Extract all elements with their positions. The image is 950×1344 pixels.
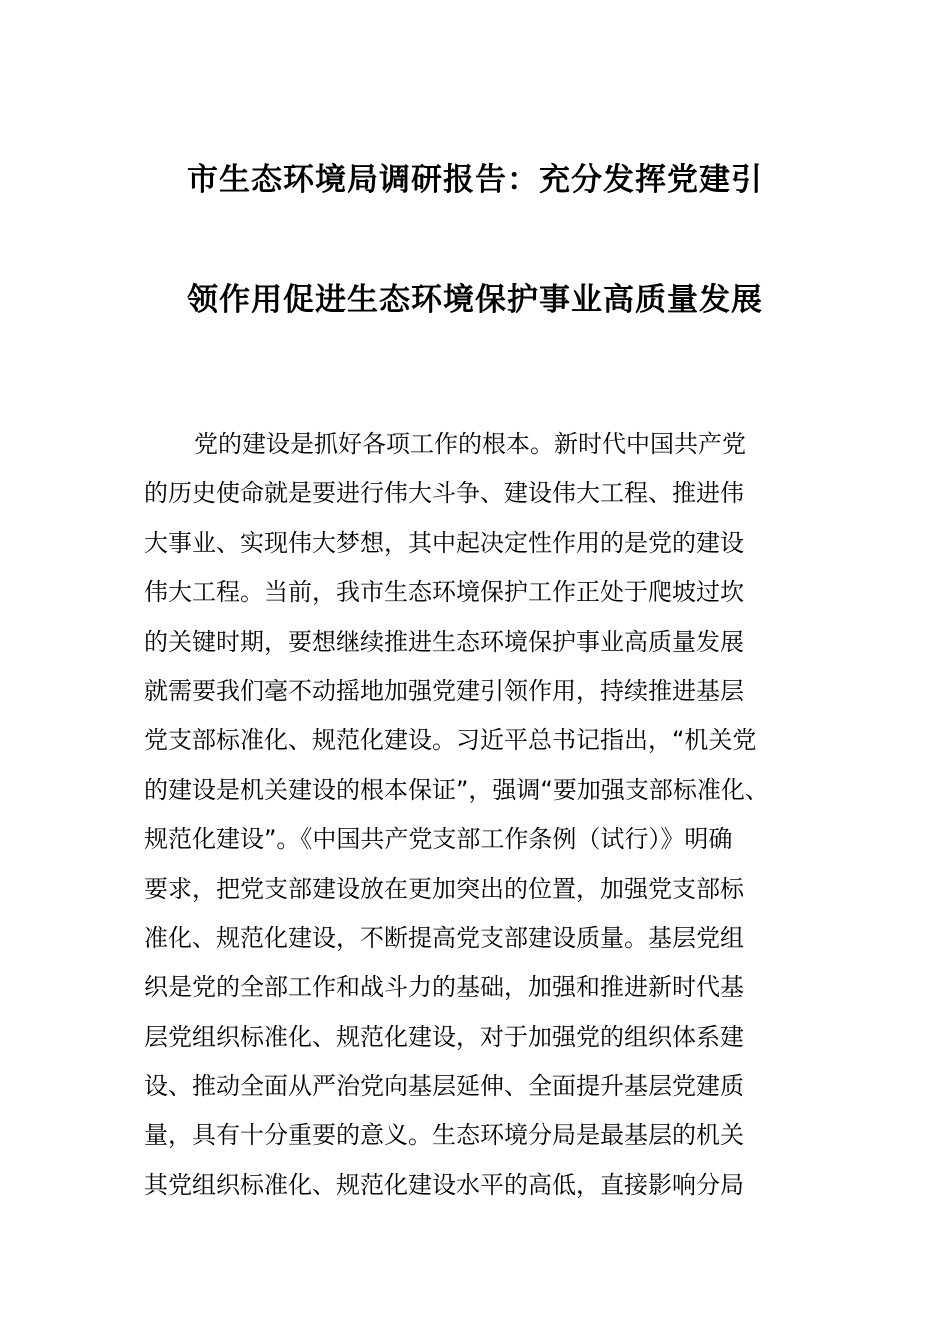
body-line-2: 的历史使命就是要进行伟大斗争、建设伟大工程、推进伟 bbox=[144, 479, 744, 508]
body-line-15: 量，具有十分重要的意义。生态环境分局是最基层的机关 bbox=[144, 1121, 744, 1150]
body-line-4: 伟大工程。当前，我市生态环境保护工作正处于爬坡过坎 bbox=[144, 578, 744, 607]
body-line-12: 织是党的全部工作和战斗力的基础，加强和推进新时代基 bbox=[144, 973, 744, 1002]
body-line-10: 要求，把党支部建设放在更加突出的位置，加强党支部标 bbox=[144, 874, 744, 903]
body-line-8: 的建设是机关建设的根本保证”，强调“要加强支部标准化、 bbox=[144, 775, 769, 804]
document-body bbox=[144, 420, 808, 1210]
body-line-11: 准化、规范化建设，不断提高党支部建设质量。基层党组 bbox=[144, 923, 744, 952]
body-line-16: 其党组织标准化、规范化建设水平的高低，直接影响分局 bbox=[144, 1170, 744, 1199]
body-line-7: 党支部标准化、规范化建设。习近平总书记指出，“机关党 bbox=[144, 726, 757, 755]
body-line-13: 层党组织标准化、规范化建设，对于加强党的组织体系建 bbox=[144, 1022, 744, 1051]
document-title-line-2: 领作用促进生态环境保护事业高质量发展 bbox=[187, 282, 763, 318]
body-line-5: 的关键时期，要想继续推进生态环境保护事业高质量发展 bbox=[144, 627, 744, 656]
document-title-line-1: 市生态环境局调研报告：充分发挥党建引 bbox=[187, 162, 763, 198]
body-line-1: 党的建设是抓好各项工作的根本。新时代中国共产党 bbox=[194, 430, 746, 458]
body-line-3: 大事业、实现伟大梦想，其中起决定性作用的是党的建设 bbox=[144, 528, 744, 557]
body-line-14: 设、推动全面从严治党向基层延伸、全面提升基层党建质 bbox=[144, 1072, 744, 1101]
body-line-9: 规范化建设”。《中国共产党支部工作条例（试行）》明确 bbox=[144, 825, 733, 854]
body-line-6: 就需要我们毫不动摇地加强党建引领作用，持续推进基层 bbox=[144, 676, 744, 705]
